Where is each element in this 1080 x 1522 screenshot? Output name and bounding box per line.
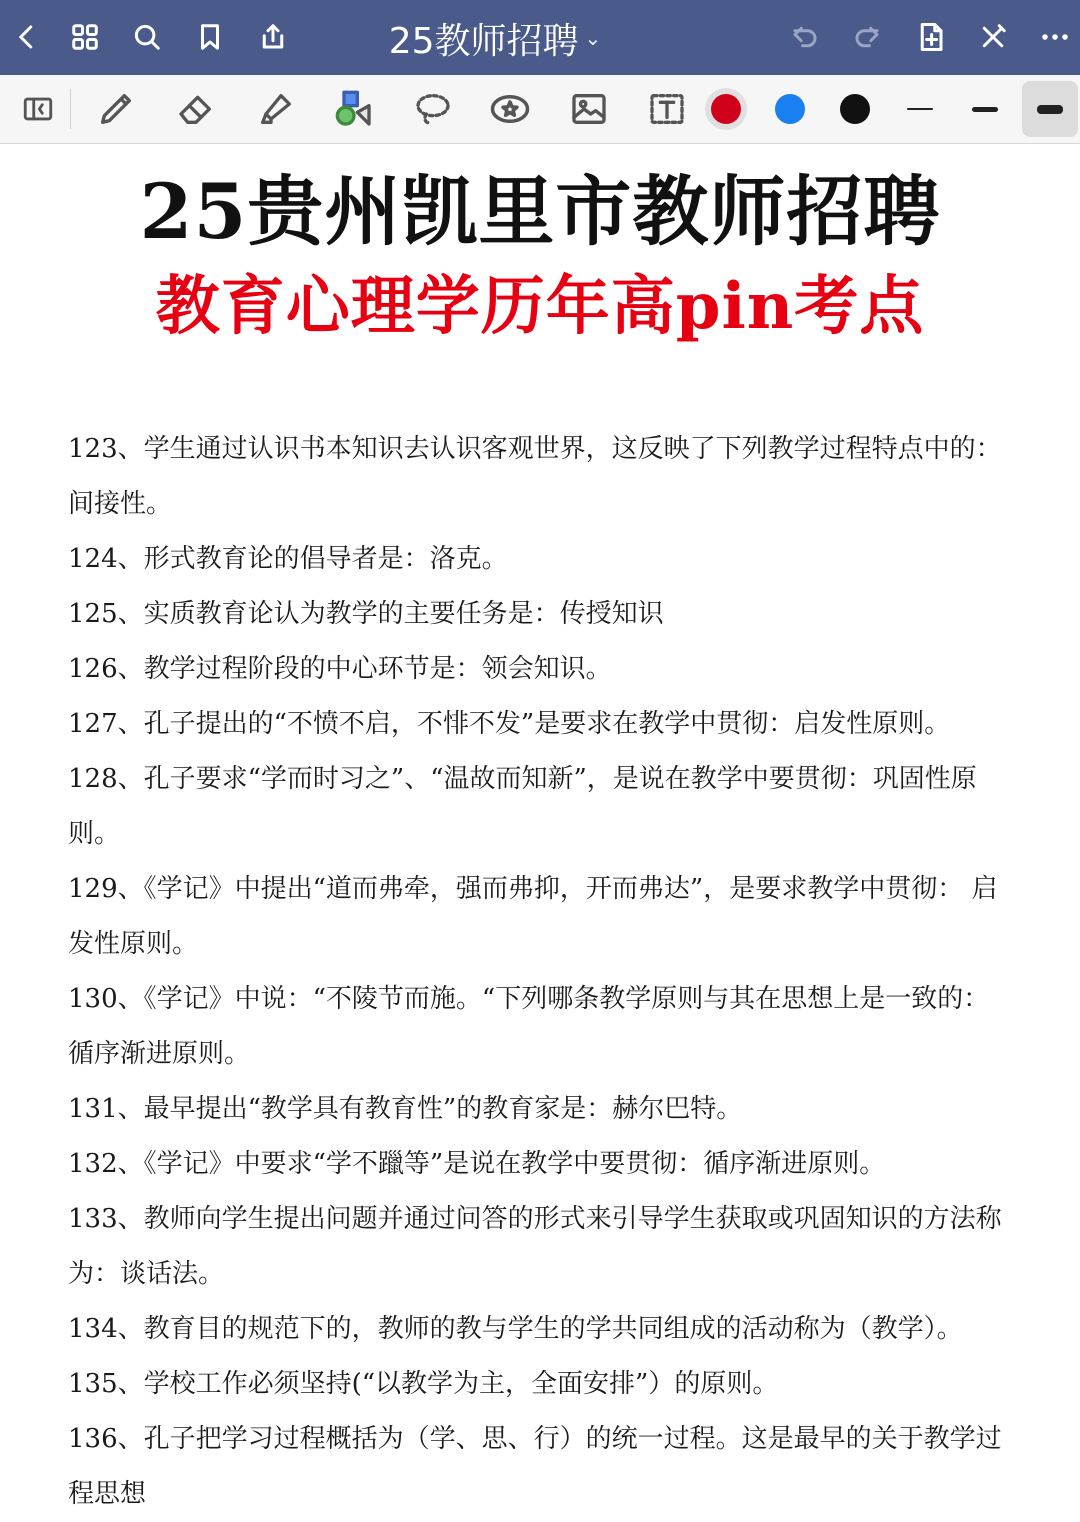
lasso-icon	[413, 89, 453, 129]
highlighter-icon	[256, 89, 296, 129]
chevron-down-icon: ⌄	[584, 26, 602, 50]
search-icon	[132, 22, 162, 52]
text-tool-button[interactable]	[639, 81, 695, 137]
thin-stroke-icon	[907, 108, 933, 110]
list-item: 134、教育目的规范下的，教师的教与学生的学共同组成的活动称为（教学）。	[68, 1314, 963, 1344]
stroke-thick-button[interactable]	[1022, 81, 1078, 137]
text-icon	[647, 89, 687, 129]
sidebar-toggle-icon	[21, 92, 55, 126]
close-toolbar-button[interactable]	[966, 10, 1020, 64]
thick-stroke-icon	[1037, 105, 1063, 114]
list-item: 127、孔子提出的“不愤不启，不悱不发”是要求在教学中贯彻：启发性原则。	[68, 709, 951, 739]
document-name: 25教师招聘	[388, 20, 579, 62]
add-page-button[interactable]	[904, 10, 958, 64]
list-item: 123、学生通过认识书本知识去认识客观世界，这反映了下列教学过程特点中的：间接性。	[68, 434, 1002, 519]
stroke-medium-button[interactable]	[957, 81, 1013, 137]
redo-icon	[852, 22, 882, 52]
undo-button[interactable]	[778, 10, 832, 64]
toolbar-divider	[70, 89, 71, 129]
page-title: 25贵州凯里市教师招聘	[139, 167, 941, 256]
redo-button[interactable]	[840, 10, 894, 64]
shapes-icon	[334, 89, 374, 129]
annotation-toolbar	[0, 75, 1080, 144]
highlighter-tool-button[interactable]	[248, 81, 304, 137]
lasso-tool-button[interactable]	[405, 81, 461, 137]
list-item: 133、教师向学生提出问题并通过问答的形式来引导学生获取或巩固知识的方法称为：谈话法。	[68, 1204, 1002, 1289]
share-icon	[258, 22, 288, 52]
blue-color-dot	[775, 94, 805, 124]
list-item: 129、《学记》中提出“道而弗牵，强而弗抑，开而弗达”，是要求教学中贯彻： 启发性原则。	[68, 874, 998, 959]
list-item: 136、孔子把学习过程概括为（学、思、行）的统一过程。这是最早的关于教学过程思想	[68, 1424, 1002, 1509]
more-icon	[1040, 22, 1070, 52]
list-item: 131、最早提出“教学具有教育性”的教育家是：赫尔巴特。	[68, 1094, 743, 1124]
more-button[interactable]	[1028, 10, 1080, 64]
search-button[interactable]	[120, 10, 174, 64]
grid-view-button[interactable]	[58, 10, 112, 64]
stroke-thin-button[interactable]	[892, 81, 948, 137]
color-black-swatch[interactable]	[827, 81, 883, 137]
pen-close-icon	[978, 22, 1008, 52]
red-color-dot	[711, 94, 741, 124]
eraser-icon	[176, 89, 216, 129]
list-item: 124、形式教育论的倡导者是：洛克。	[68, 544, 508, 574]
selected-color-ring	[705, 88, 747, 130]
pen-tool-button[interactable]	[88, 81, 144, 137]
list-item: 135、学校工作必须坚持(“以教学为主，全面安排”）的原则。	[68, 1369, 779, 1399]
color-red-swatch[interactable]	[698, 81, 754, 137]
image-icon	[569, 89, 609, 129]
sticker-icon	[489, 88, 531, 130]
list-item: 130、《学记》中说：“不陵节而施。“下列哪条教学原则与其在思想上是一致的： 循序渐进原则。	[68, 984, 990, 1069]
eraser-tool-button[interactable]	[168, 81, 224, 137]
list-item: 128、孔子要求“学而时习之”、“温故而知新”，是说在教学中要贯彻：巩固性原则。	[68, 764, 977, 849]
list-item: 125、实质教育论认为教学的主要任务是：传授知识	[68, 599, 664, 629]
bookmark-button[interactable]	[183, 10, 237, 64]
pen-icon	[96, 89, 136, 129]
grid-icon	[70, 22, 100, 52]
undo-icon	[790, 22, 820, 52]
image-tool-button[interactable]	[561, 81, 617, 137]
list-item: 126、教学过程阶段的中心环节是：领会知识。	[68, 654, 612, 684]
document-title-menu[interactable]	[340, 14, 650, 62]
black-color-dot	[840, 94, 870, 124]
sidebar-toggle-button[interactable]	[10, 81, 66, 137]
bookmark-icon	[195, 22, 225, 52]
share-button[interactable]	[246, 10, 300, 64]
chevron-left-icon	[12, 22, 42, 52]
list-item: 132、《学记》中要求“学不躐等”是说在教学中要贯彻：循序渐进原则。	[68, 1149, 886, 1179]
sticker-tool-button[interactable]	[482, 81, 538, 137]
color-blue-swatch[interactable]	[762, 81, 818, 137]
medium-stroke-icon	[972, 107, 998, 112]
add-page-icon	[916, 22, 946, 52]
back-button[interactable]	[0, 10, 54, 64]
question-list	[68, 422, 1013, 1522]
top-nav-bar	[0, 0, 1080, 75]
page-subtitle: 教育心理学历年高pin考点	[155, 269, 925, 344]
shapes-tool-button[interactable]	[326, 81, 382, 137]
